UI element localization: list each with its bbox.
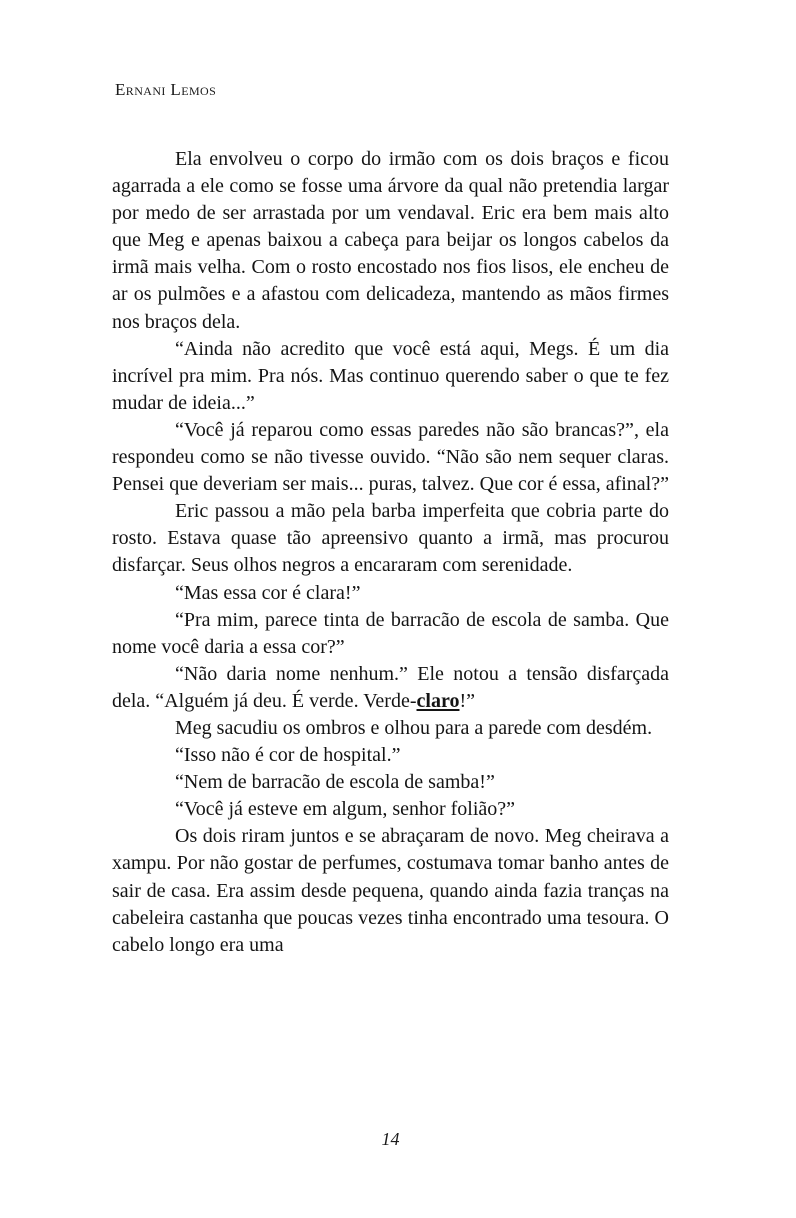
paragraph: Meg sacudiu os ombros e olhou para a parede com desdém. bbox=[175, 716, 653, 739]
body-text-block bbox=[112, 146, 669, 959]
paragraph: “Você já esteve em algum, senhor folião?” bbox=[175, 798, 516, 821]
paragraph: Eric passou a mão pela barba imperfeita que cobria parte do rosto. Estava quase tão apreensivo quanto a irmã, mas procurou disfarçar. Seus olhos negros a encararam com serenidade. bbox=[112, 500, 669, 577]
paragraph: Ela envolveu o corpo do irmão com os dois braços e ficou agarrada a ele como se fosse uma árvore da qual não pretendia largar por medo de ser arrastada por um vendaval. Eric era bem mais alto que Meg e apenas baixou a cabeça para beijar os longos cabelos da irmã mais velha. Com o rosto encostado nos fios lisos, ele encheu de ar os pulmões e a afastou com delicadeza, mantendo as mãos firmes nos braços dela. bbox=[112, 148, 669, 333]
paragraph: “Ainda não acredito que você está aqui, Megs. É um dia incrível pra mim. Pra nós. Mas continuo querendo saber o que te fez mudar de ideia...” bbox=[112, 337, 669, 414]
paragraph-text: “Não daria nome nenhum.” Ele notou a tensão disfarçada dela. “Alguém já deu. É verde. Verde- bbox=[112, 662, 669, 712]
paragraph-text: !” bbox=[459, 689, 476, 712]
paragraph: “Mas essa cor é clara!” bbox=[175, 581, 361, 604]
page-number: 14 bbox=[381, 1129, 400, 1149]
paragraph: “Nem de barracão de escola de samba!” bbox=[175, 771, 495, 794]
paragraph: “Isso não é cor de hospital.” bbox=[175, 744, 401, 767]
paragraph: “Pra mim, parece tinta de barracão de escola de samba. Que nome você daria a essa cor?” bbox=[112, 608, 669, 658]
paragraph: “Você já reparou como essas paredes não são brancas?”, ela respondeu como se não tivesse ouvido. “Não são nem sequer claras. Pensei que deveriam ser mais... puras, talvez. Que cor é essa, afinal?” bbox=[112, 418, 669, 496]
emphasized-word: claro bbox=[416, 689, 460, 712]
paragraph bbox=[112, 661, 669, 715]
paragraph: Os dois riram juntos e se abraçaram de novo. Meg cheirava a xampu. Por não gostar de perfumes, costumava tomar banho antes de sair de casa. Era assim desde pequena, quando ainda fazia tranças na cabeleira castanha que poucas vezes tinha encontrado uma tesoura. O cabelo longo era uma bbox=[112, 825, 669, 956]
running-header-author: Ernani Lemos bbox=[115, 80, 217, 99]
